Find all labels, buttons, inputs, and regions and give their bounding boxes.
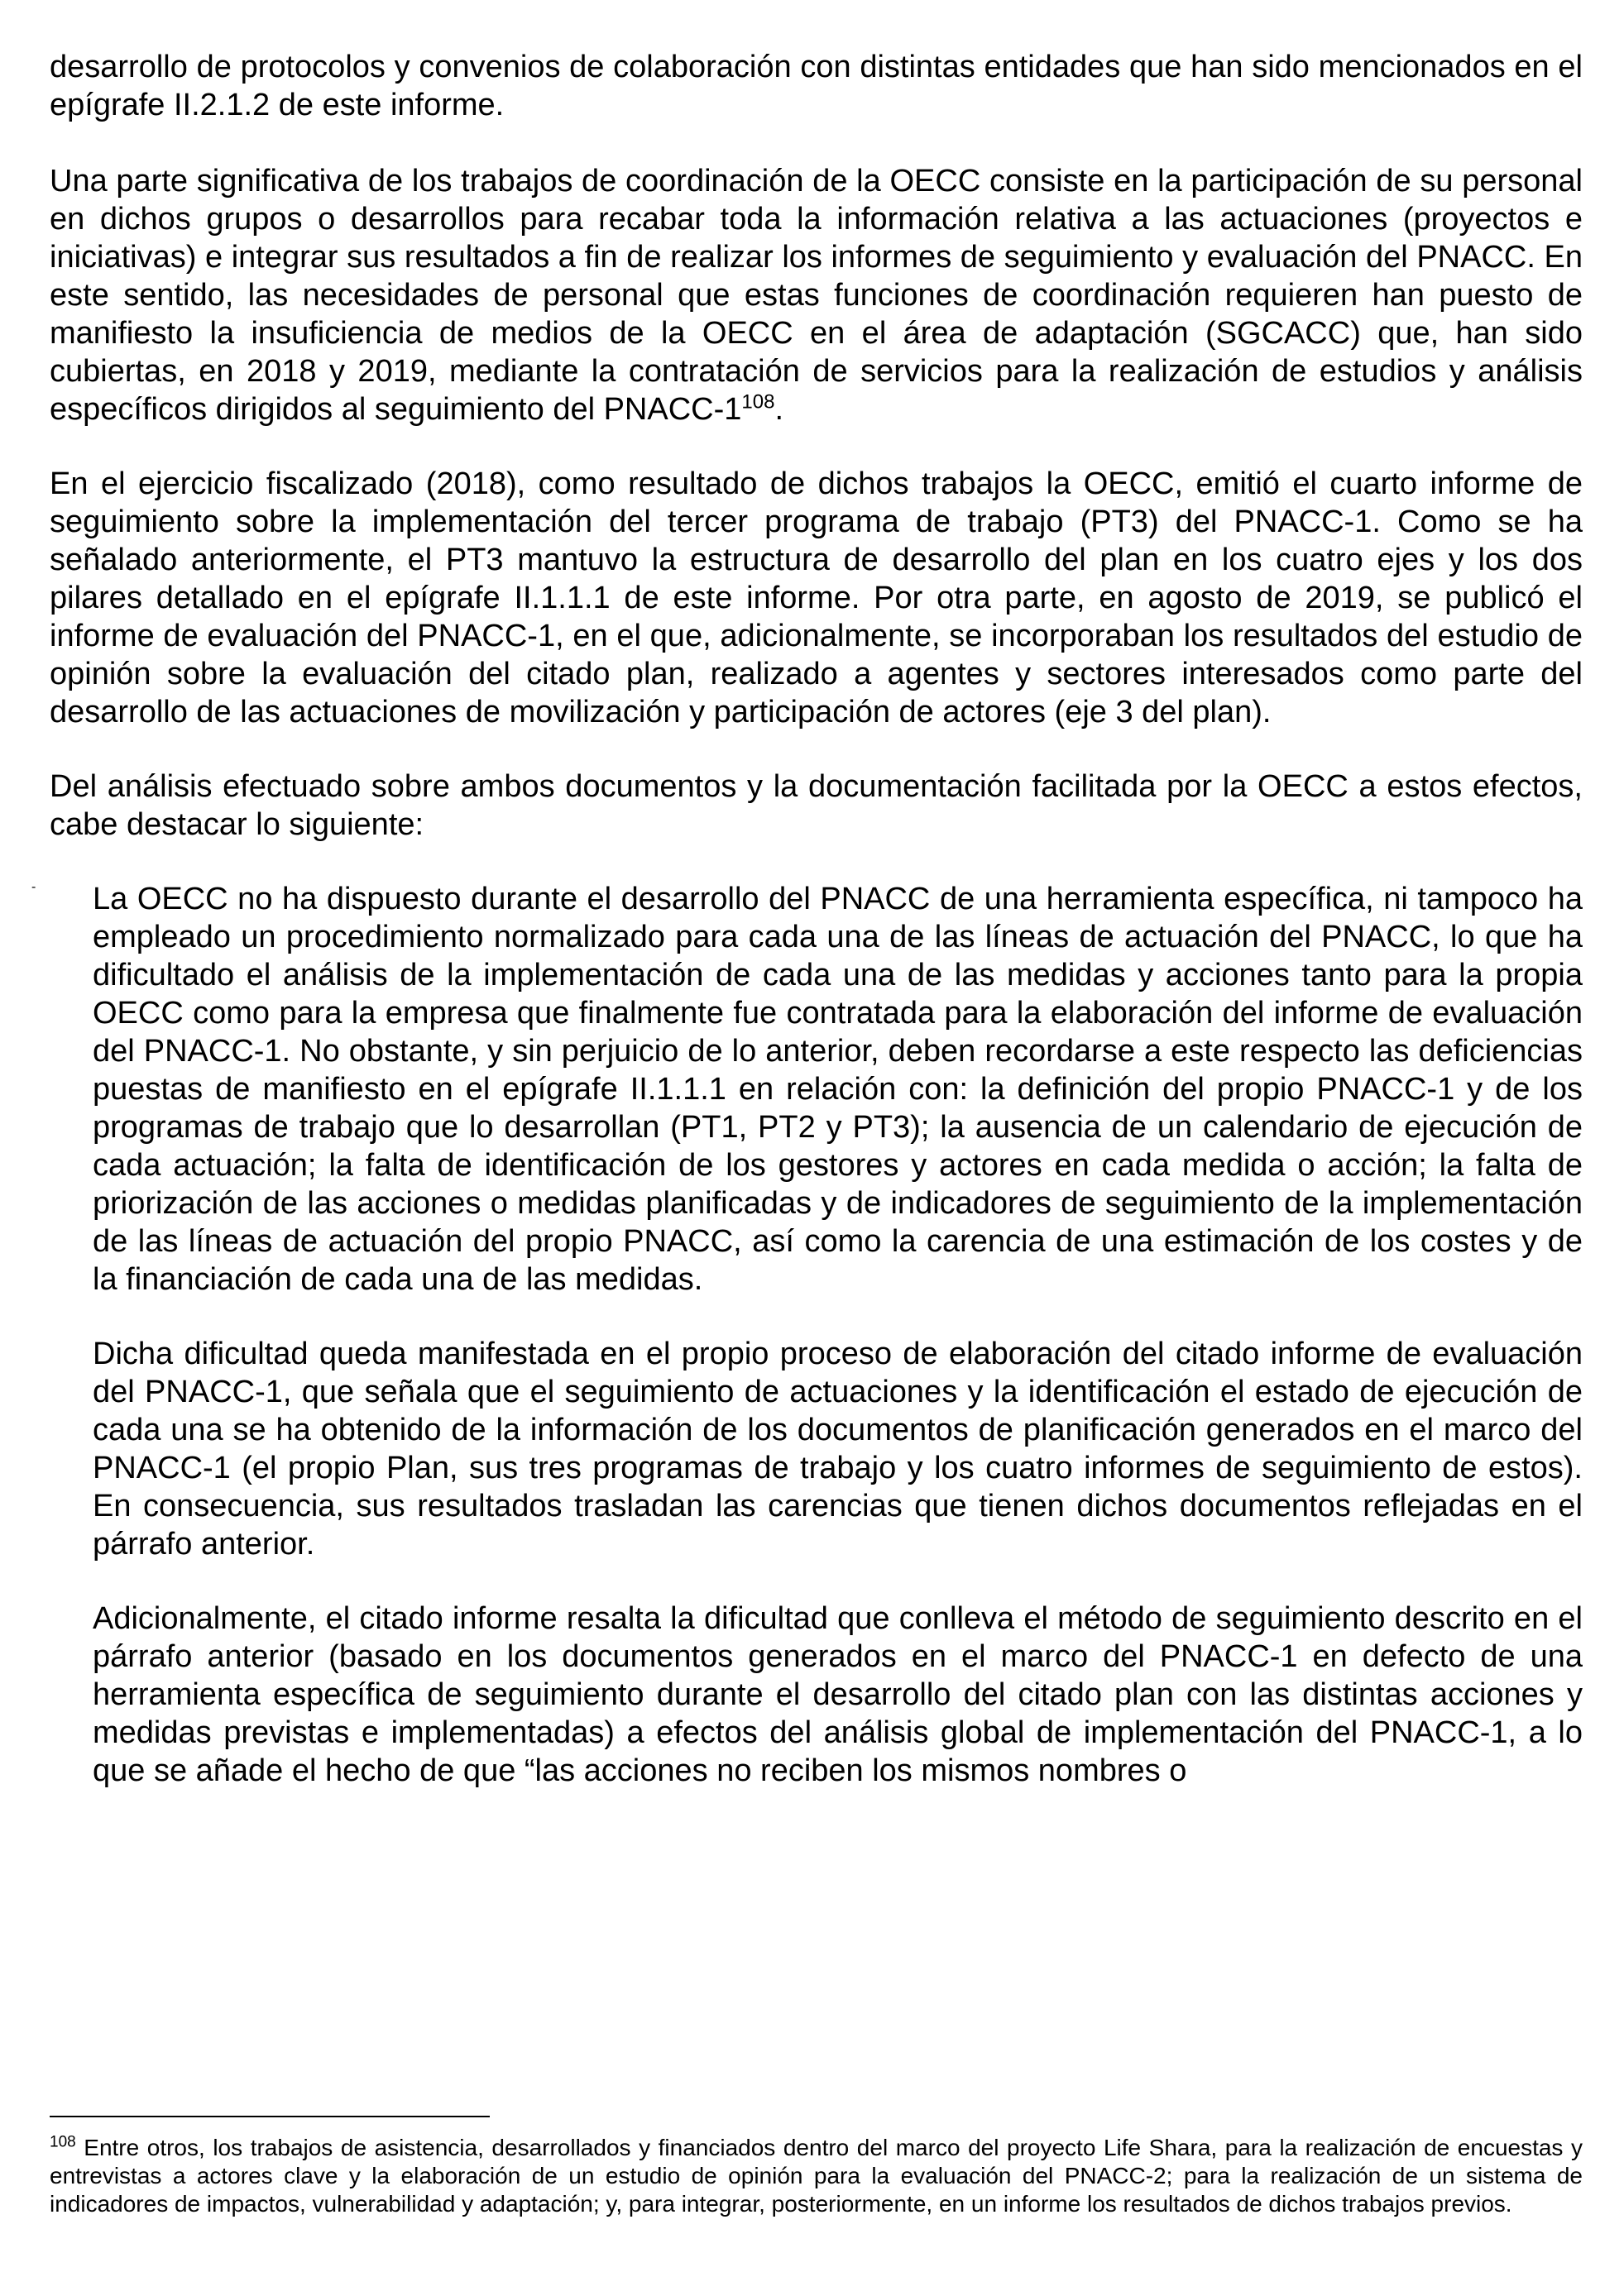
footnote (50, 2134, 1583, 2218)
bullet-dash: - (31, 880, 36, 894)
bullet-paragraph-tool: La OECC no ha dispuesto durante el desarrollo del PNACC de una herramienta específica, ni tampoco ha empleado un procedimiento normalizado para cada una de las líneas de actuación del PNACC, lo que ha dificultado el análisis de la implementación de cada una de las medidas y acciones tanto para la propia OECC como para la empresa que finalmente fue contratada para la elaboración del informe de evaluación del PNACC-1. No obstante, y sin perjuicio de lo anterior, deben recordarse a este respecto las deficiencias puestas de manifiesto en el epígrafe II.1.1.1 en relación con: la definición del propio PNACC-1 y de los programas de trabajo que lo desarrollan (PT1, PT2 y PT3); la ausencia de un calendario de ejecución de cada actuación; la falta de identificación de los gestores y actores en cada medida o acción; la falta de priorización de las acciones o medidas planificadas y de indicadores de seguimiento de la implementación de las líneas de actuación del propio PNACC, así como la carencia de una estimación de los costes y de la financiación de cada una de las medidas. (93, 882, 1583, 1297)
paragraph-coordination-text: Una parte significativa de los trabajos de coordinación de la OECC consiste en la participación de su personal en dichos grupos o desarrollos para recabar toda la información relativa a las actuaciones (proyectos e iniciativas) e integrar sus resultados a fin de realizar los informes de seguimiento y evaluación del PNACC. En este sentido, las necesidades de personal que estas funciones de coordinación requieren han puesto de manifiesto la insuficiencia de medios de la OECC en el área de adaptación (SGCACC) que, han sido cubiertas, en 2018 y 2019, mediante la contratación de servicios para la realización de estudios y análisis específicos dirigidos al seguimiento del PNACC-1 (50, 164, 1583, 427)
bullet-paragraph-additionally: Adicionalmente, el citado informe resalta la dificultad que conlleva el método de seguimiento descrito en el párrafo anterior (basado en los documentos generados en el marco del PNACC-1 en defecto de una herramienta específica de seguimiento durante el desarrollo del citado plan con las distintas acciones y medidas previstas e implementadas) a efectos del análisis global de implementación del PNACC-1, a lo que se añade el hecho de que “las acciones no reciben los mismos nombres o (93, 1601, 1583, 1788)
footnote-reference[interactable]: 108 (741, 390, 775, 414)
paragraph-protocols: desarrollo de protocolos y convenios de colaboración con distintas entidades que han sido mencionados en el epígrafe II.2.1.2 de este informe. (50, 50, 1583, 122)
footnote-separator (50, 2116, 490, 2117)
paragraph-analysis-intro: Del análisis efectuado sobre ambos documentos y la documentación facilitada por la OECC a estos efectos, cabe destacar lo siguiente: (50, 769, 1583, 842)
footnote-text: Entre otros, los trabajos de asistencia, desarrollados y financiados dentro del marco del proyecto Life Shara, para la realización de encuestas y entrevistas a actores clave y la elaboración de un estudio de opinión para la evaluación del PNACC-2; para la realización de un sistema de indicadores de impactos, vulnerabilidad y adaptación; y, para integrar, posteriormente, en un informe los resultados de dichos trabajos previos. (50, 2135, 1583, 2217)
report-body (31, 48, 1583, 1826)
footnote-number: 108 (50, 2133, 76, 2151)
bullet-paragraph-difficulty: Dicha dificultad queda manifestada en el propio proceso de elaboración del citado informe de evaluación del PNACC-1, que señala que el seguimiento de actuaciones y la identificación el estado de ejecución de cada una se ha obtenido de la información de los documentos de planificación generados en el marco del PNACC-1 (el propio Plan, sus tres programas de trabajo y los cuatro informes de seguimiento de estos). En consecuencia, sus resultados trasladan las carencias que tienen dichos documentos reflejadas en el párrafo anterior. (93, 1337, 1583, 1562)
paragraph-coordination-period: . (774, 392, 783, 427)
paragraph-fiscal-year: En el ejercicio fiscalizado (2018), como resultado de dichos trabajos la OECC, emitió el cuarto informe de seguimiento sobre la implementación del tercer programa de trabajo (PT3) del PNACC-1. Como se ha señalado anteriormente, el PT3 mantuvo la estructura de desarrollo del plan en los cuatro ejes y los dos pilares detallado en el epígrafe II.1.1.1 de este informe. Por otra parte, en agosto de 2019, se publicó el informe de evaluación del PNACC-1, en el que, adicionalmente, se incorporaban los resultados del estudio de opinión sobre la evaluación del citado plan, realizado a agentes y sectores interesados como parte del desarrollo de las actuaciones de movilización y participación de actores (eje 3 del plan). (50, 466, 1583, 729)
bullet-item (31, 880, 1583, 1790)
paragraph-coordination (50, 162, 1583, 428)
